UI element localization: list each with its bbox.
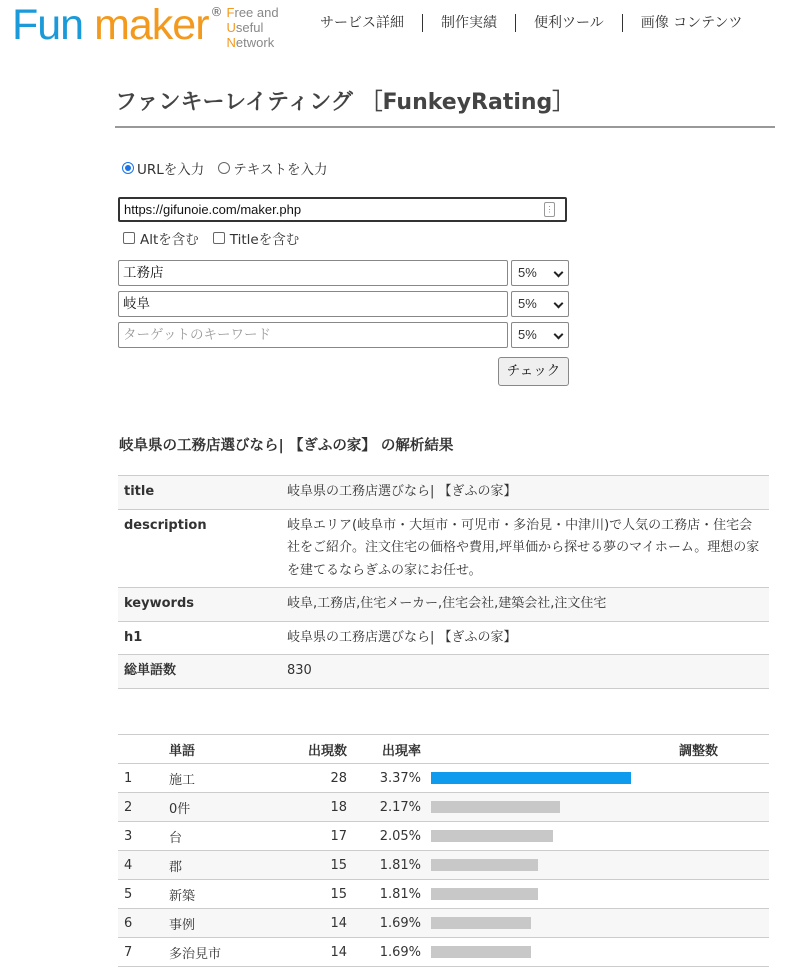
word-text: 施工 [169,772,196,788]
word-rate: 3.37% [379,770,421,786]
header-count: 出現数 [307,743,347,759]
tagline-cap-f: F [226,5,235,20]
nav-works[interactable]: 制作実績 [422,14,515,32]
word-rate-bar [431,888,538,900]
radio-text[interactable] [218,158,327,178]
header-adjust: 調整数 [679,743,719,759]
site-logo[interactable] [12,2,279,50]
keyword-rate-select-1[interactable]: 5% [511,260,569,286]
word-rate: 1.81% [379,886,421,902]
meta-value: 岐阜県の工務店選びなら| 【ぎふの家】 [287,629,517,645]
keyword-input-2[interactable]: 岐阜 [118,291,508,317]
word-rate-bar [431,801,560,813]
nav-tools[interactable]: 便利ツール [515,14,622,32]
check-button[interactable]: チェック [498,357,569,386]
keyword-input-3[interactable]: ターゲットのキーワード [118,322,508,348]
autofill-icon[interactable]: ⋮ [544,202,555,217]
word-count: 15 [330,886,347,902]
nav-service-details[interactable]: サービス詳細 [320,15,404,31]
word-rate-bar [431,772,631,784]
header-word: 単語 [169,743,196,759]
include-options [123,228,313,248]
meta-table [118,475,769,689]
word-rate-bar [431,917,531,929]
word-count: 18 [330,799,347,815]
tagline-cap-n: N [226,35,236,50]
word-count: 28 [330,770,347,786]
logo-fun-text: Fun [12,1,84,49]
header-rate: 出現率 [381,743,421,759]
check-title-box[interactable] [213,232,225,244]
word-count: 14 [330,944,347,960]
word-rate-bar [431,830,553,842]
page-title: ファンキーレイティング ［FunkeyRating］ [115,88,775,128]
header-bar [431,743,679,755]
word-row [118,938,769,967]
keyword-row [118,260,570,286]
meta-row-word-total [118,655,769,689]
radio-text-label: テキストを入力 [233,162,328,178]
meta-row-title [118,476,769,510]
word-text: 台 [169,830,183,846]
word-count: 15 [330,857,347,873]
word-table-header [118,735,769,764]
input-mode-radios [122,158,342,178]
word-rate-bar [431,946,531,958]
word-rank: 6 [124,915,133,931]
word-count: 17 [330,828,347,844]
word-rank: 7 [124,944,133,960]
word-row [118,909,769,938]
word-row [118,793,769,822]
word-count: 14 [330,915,347,931]
meta-row-h1 [118,622,769,656]
meta-value: 岐阜,工務店,住宅メーカー,住宅会社,建築会社,注文住宅 [287,596,607,611]
keyword-row [118,322,570,348]
url-input-value: https://gifunoie.com/maker.php [124,202,302,217]
check-title[interactable] [213,228,299,248]
word-row [118,822,769,851]
word-rate-bar [431,859,538,871]
url-input[interactable] [118,197,567,222]
word-rate: 2.17% [379,799,421,815]
word-rank: 4 [124,857,133,873]
meta-value: 830 [287,663,312,678]
result-title: 岐阜県の工務店選びなら| 【ぎふの家】 の解析結果 [119,438,454,454]
word-text: 事例 [169,917,196,933]
nav-image-contents[interactable]: 画像 コンテンツ [622,14,761,32]
site-header [0,0,793,52]
word-rate: 1.81% [379,857,421,873]
word-rate-bar-track [431,917,679,929]
radio-url[interactable] [122,158,204,178]
word-rate: 2.05% [379,828,421,844]
meta-key: keywords [124,596,194,611]
word-rank: 3 [124,828,133,844]
word-row [118,851,769,880]
logo-wordmark [12,2,209,48]
tagline-free: ree and [234,5,279,20]
word-rank: 2 [124,799,133,815]
word-rate-bar-track [431,859,679,871]
word-frequency-table [118,734,769,967]
check-alt[interactable] [123,228,199,248]
meta-row-keywords [118,588,769,622]
meta-key: title [124,484,155,499]
registered-mark: ® [210,5,223,19]
word-rate-bar-track [431,946,679,958]
radio-url-dot[interactable] [122,162,134,174]
check-title-label: Titleを含む [229,232,300,248]
keyword-rate-select-2[interactable]: 5% [511,291,569,317]
tagline-network: etwork [235,35,275,50]
radio-url-label: URLを入力 [137,162,205,178]
check-alt-box[interactable] [123,232,135,244]
meta-key: 総単語数 [124,663,177,678]
meta-value: 岐阜エリア(岐阜市・大垣市・可児市・多治見・中津川)で人気の工務店・住宅会社をご紹介。注文住宅の価格や費用,坪単価から探せる夢のマイホーム。理想の家を建てるならぎふの家にお任せ。 [287,517,760,578]
word-rank: 1 [124,770,133,786]
logo-maker-text: maker [94,1,209,49]
word-text: 新築 [169,888,196,904]
word-rate: 1.69% [379,944,421,960]
meta-value: 岐阜県の工務店選びなら| 【ぎふの家】 [287,484,517,499]
word-text: 多治見市 [169,946,222,962]
tagline-useful: seful [235,20,264,35]
keyword-row [118,291,570,317]
word-rank: 5 [124,886,133,902]
radio-text-dot[interactable] [218,162,230,174]
word-rate: 1.69% [379,915,421,931]
meta-row-description [118,510,769,589]
logo-tagline [227,5,279,50]
keyword-rate-select-3[interactable]: 5% [511,322,569,348]
word-rate-bar-track [431,772,679,784]
word-text: 0件 [169,801,191,817]
word-rate-bar-track [431,888,679,900]
word-row [118,880,769,909]
word-rate-bar-track [431,830,679,842]
word-rows [118,764,769,967]
word-rate-bar-track [431,801,679,813]
meta-key: h1 [124,629,143,645]
main-nav [300,14,760,32]
keyword-input-1[interactable]: 工務店 [118,260,508,286]
word-row [118,764,769,793]
check-alt-label: Altを含む [140,232,199,248]
word-text: 郡 [169,859,183,875]
tagline-cap-u: U [226,20,236,35]
meta-key: description [124,517,207,533]
